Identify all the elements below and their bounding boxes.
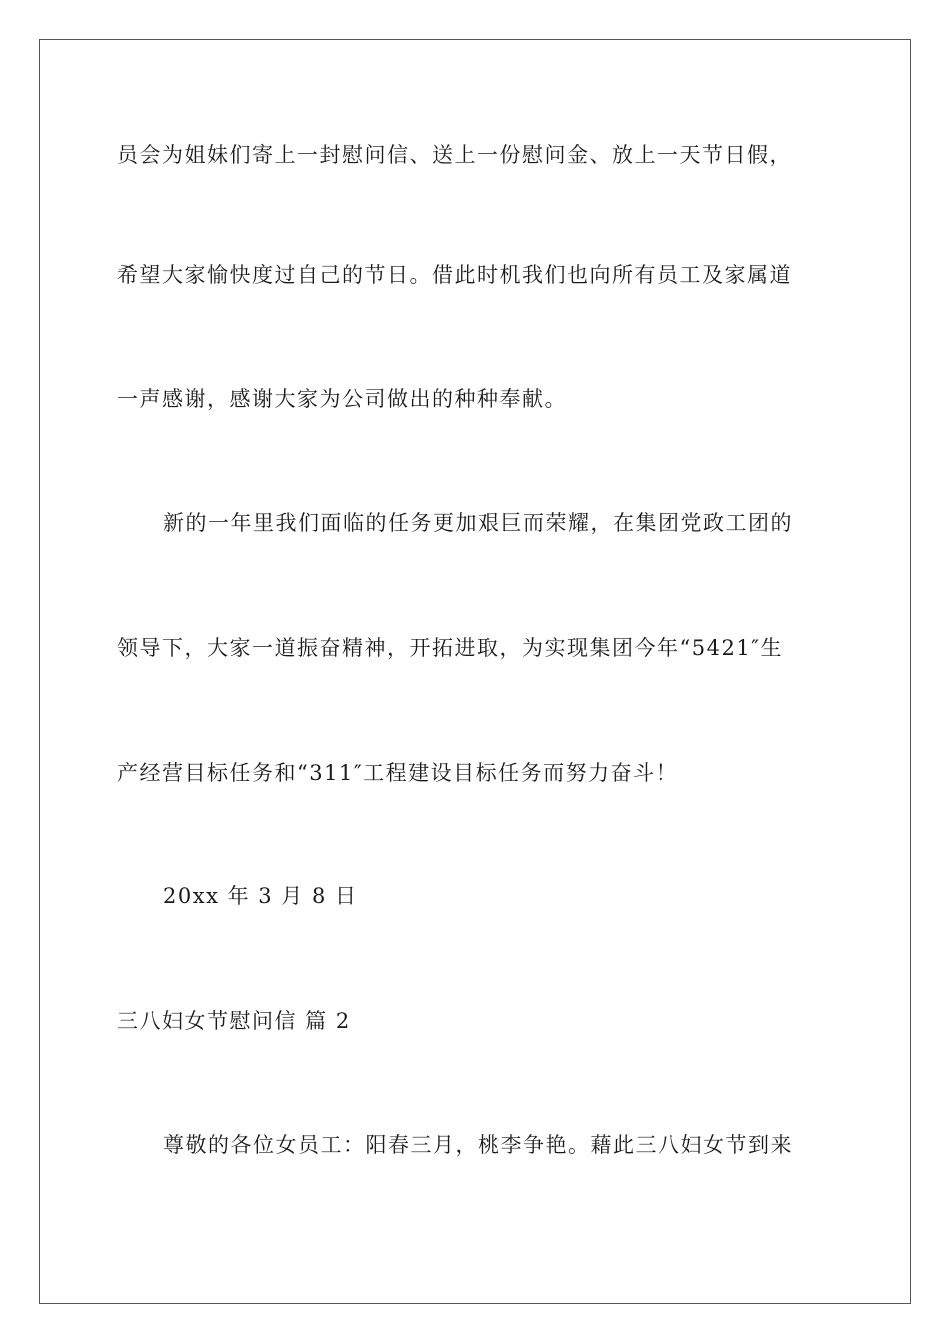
paragraph-line: 一声感谢，感谢大家为公司做出的种种奉献。 [117,387,567,411]
paragraph-line: 希望大家愉快度过自己的节日。借此时机我们也向所有员工及家属道 [117,263,792,287]
page-border [39,39,911,1304]
paragraph-line: 员会为姐妹们寄上一封慰问信、送上一份慰问金、放上一天节日假， [117,143,792,167]
paragraph-line: 产经营目标任务和“311″工程建设目标任务而努力奋斗！ [117,761,679,785]
paragraph-line: 尊敬的各位女员工：阳春三月，桃李争艳。藉此三八妇女节到来 [163,1133,793,1157]
paragraph-line: 新的一年里我们面临的任务更加艰巨而荣耀，在集团党政工团的 [163,511,793,535]
date-line: 20xx 年 3 月 8 日 [163,884,358,908]
paragraph-line: 领导下，大家一道振奋精神，开拓进取，为实现集团今年“5421″生 [117,636,784,660]
section-heading: 三八妇女节慰问信 篇 2 [117,1009,351,1033]
